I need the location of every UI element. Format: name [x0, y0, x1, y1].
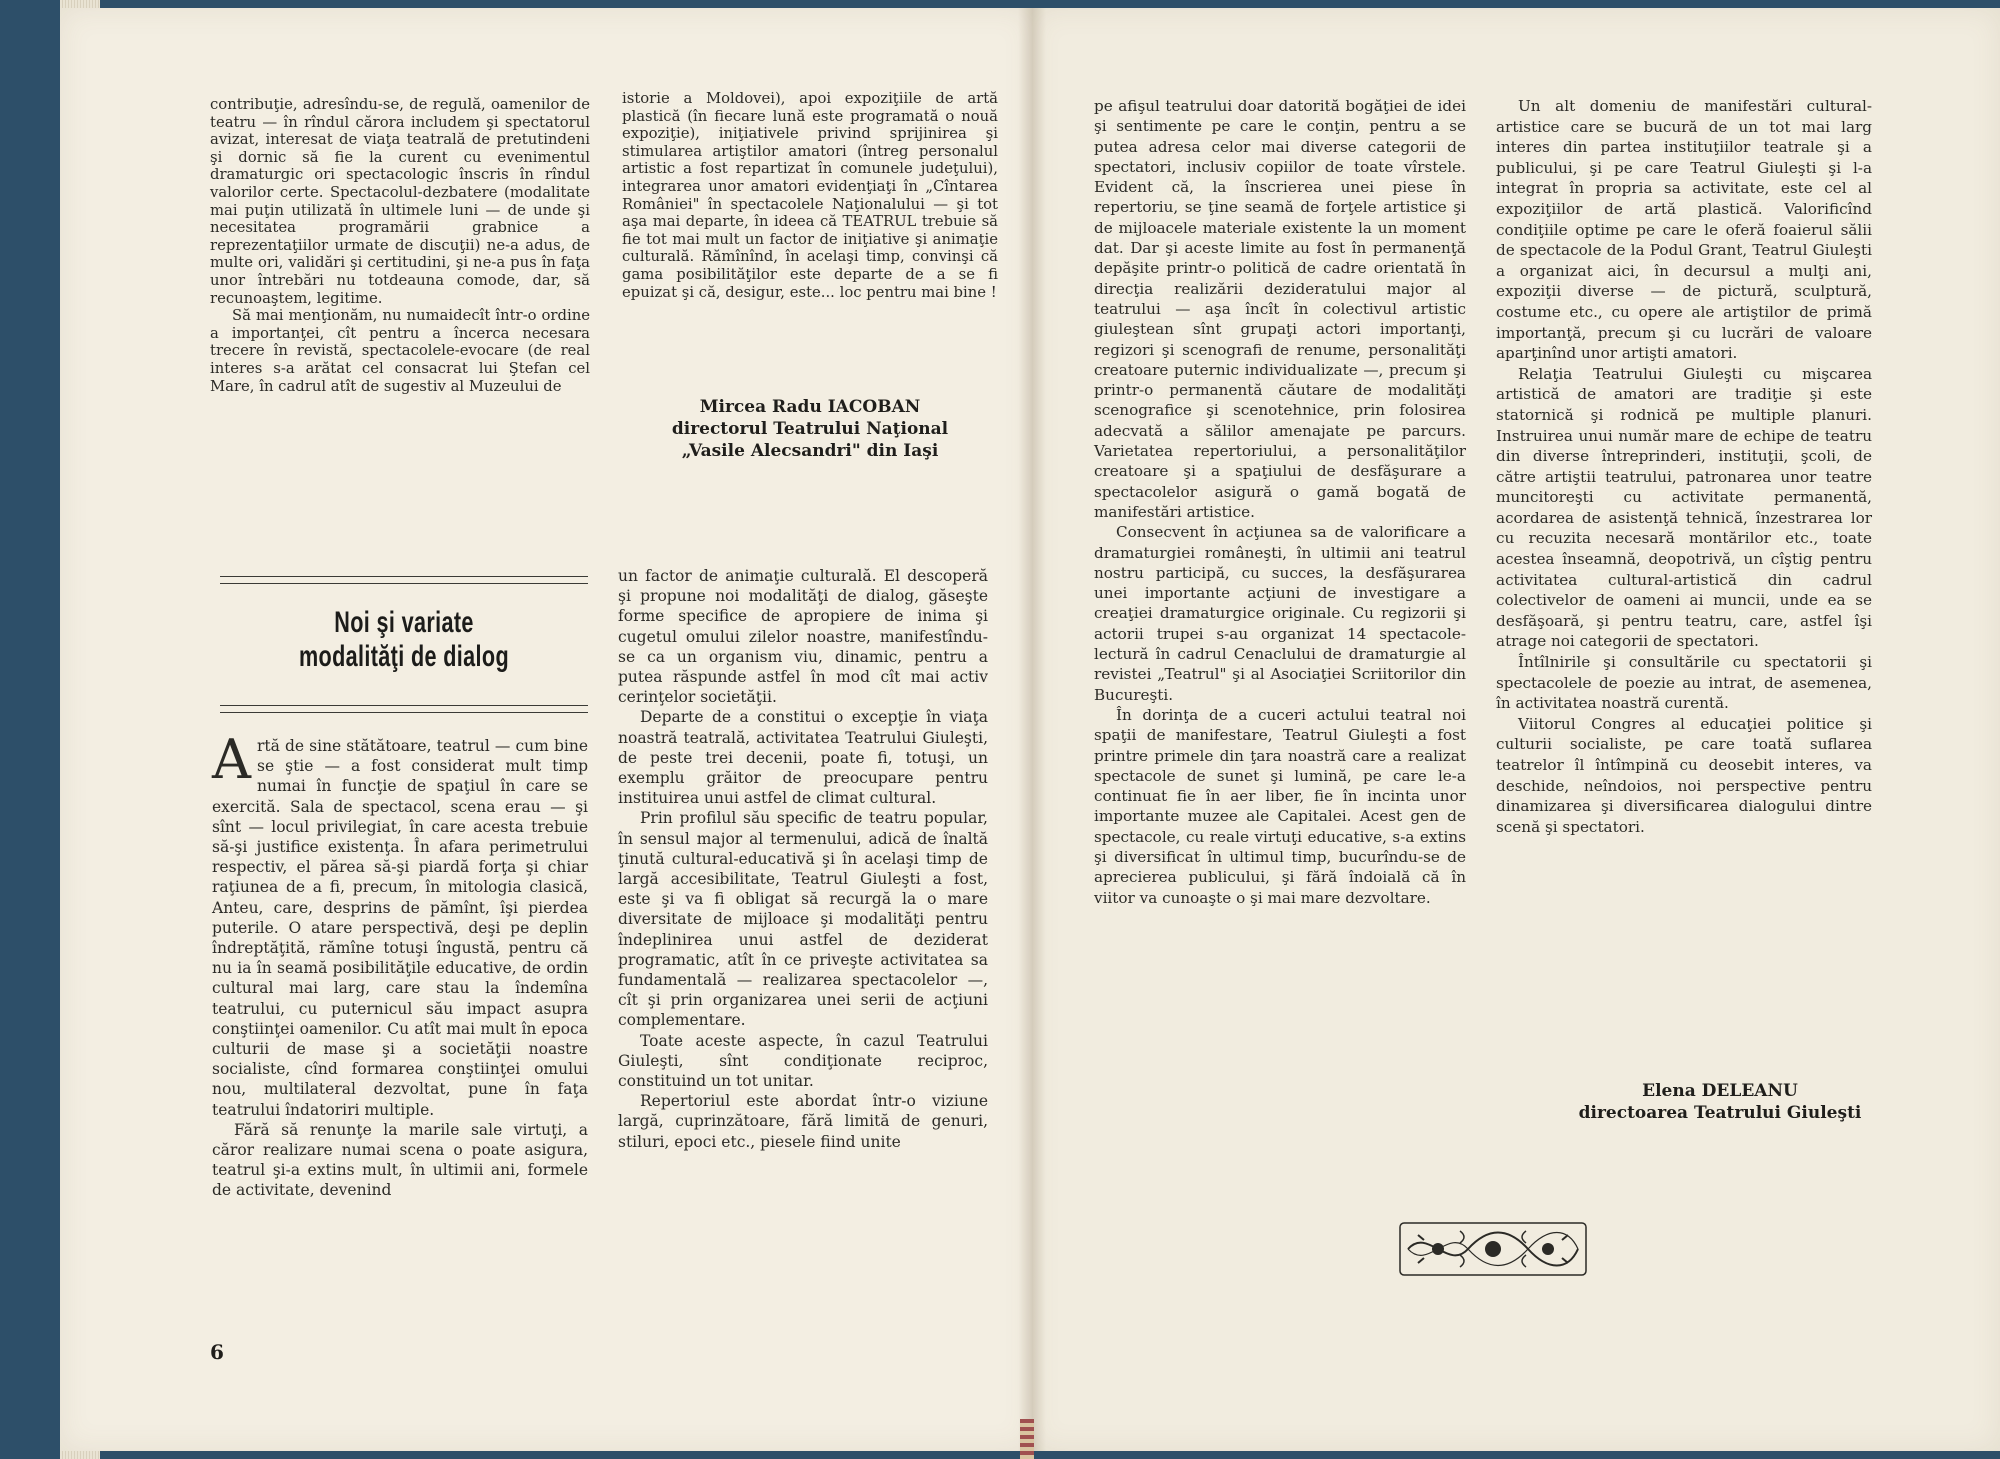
- left-col2-top: [622, 90, 998, 301]
- paragraph: Repertoriul este abordat într-o viziune largă, cuprinzătoare, fără limită de genuri, stiluri, epoci etc., piesele fiind unite: [618, 1092, 988, 1151]
- signature-name: Mircea Radu IACOBAN: [699, 397, 921, 417]
- paragraph-text: rtă de sine stătătoare, teatrul — cum bine se ştie — a fost considerat mult timp numai în funcţie de spaţiul în care se exercită. Sala de spectacol, scena erau — şi sînt — locul privilegiat, în care acesta trebuie să-şi justifice existenţa. În afara perimetrului respectiv, el părea să-şi piardă forţa şi chiar raţiunea de a fi, precum, în mitologia clasică, Anteu, care, desprins de pămînt, îşi pierdea puterile. O atare perspectivă, deşi pe deplin îndreptăţită, rămîne totuşi îngustă, pentru că nu ia în seamă posibilităţile educative, de ordin cultural mai larg, care stau la îndemîna teatrului, cu puternicul său impact asupra conştiinţei oamenilor. Cu atît mai mult în epoca culturii de mase şi a societăţii noastre socialiste, cînd formarea conştiinţei omului nou, multilateral dezvoltat, pune în faţa teatrului îndatoriri multiple.: [212, 737, 588, 1119]
- drop-cap: A: [212, 728, 251, 791]
- paragraph: Un alt domeniu de manifestări cultural-artistice care se bucură de un tot mai larg interes din partea instituţiilor teatrale şi a publicului, şi pe care Teatrul Giuleşti şi l-a integrat în propria sa activitate, este cel al expoziţiilor de artă plastică. Valorificînd condiţiile optime pe care le oferă foaierul sălii de spectacole de la Podul Grant, Teatrul Giuleşti a organizat aici, în decursul a mulţi ani, expoziţii diverse — de pictură, sculptură, costume etc., cu opere ale artiştilor de primă importanţă, precum şi cu lucrări de valoare aparţinînd unor artişti amatori.: [1496, 97, 1872, 363]
- book-binding: [1020, 1419, 1034, 1459]
- right-col4: [1496, 96, 1872, 837]
- paragraph: În dorinţa de a cuceri actului teatral noi spaţii de manifestare, Teatrul Giuleşti a fost printre primele din ţara noastră care a realizat spectacole de sunet şi lumină, pe care le-a continuat fie în aer liber, fie în incinta unor importante muzee ale Capitalei. Acest gen de spectacole, cu reale virtuţi educative, s-a extins şi diversificat în ultimul timp, bucurîndu-se de aprecierea publicului, şi fără îndoială că în viitor va cunoaşte o şi mai mare dezvoltare.: [1094, 705, 1466, 907]
- paragraph: [212, 728, 588, 1120]
- paragraph: pe afişul teatrului doar datorită bogăţiei de idei şi sentimente pe care le conţin, pentru a se putea adresa celor mai diverse categorii de spectatori, inclusiv copiilor de toate vîrstele. Evident că, la înscrierea unei piese în repertoriu, se ţine seamă de forţele artistice şi de mijloacele materiale existente la un moment dat. Dar şi aceste limite au fost în permanenţă depăşite printr-o politică de cadre orientată în direcţia realizării dezideratului major al teatrului — aşa încît în colectivul artistic giuleştean sînt grupaţi actori importanţi, regizori şi scenografi de renume, personalităţi creatoare puternic individualizate —, precum şi printr-o permanentă căutare de modalităţi scenografice şi scenotehnice, prin folosirea adecvată a sălilor amenajate pe parcurs. Varietatea repertoriului, a personalităţilor creatoare şi a spaţiului de desfăşurare a spectacolelor asigură o gamă bogată de manifestări artistice.: [1094, 97, 1466, 521]
- paragraph: istorie a Moldovei), apoi expoziţiile de artă plastică (în fiecare lună este programată o nouă expoziţie), iniţiativele privind sprijinirea şi stimularea artiştilor amatori (întreg personalul artistic a fost repartizat în comunele judeţului), integrarea unor amatori evidenţiaţi în „Cîntarea României" în spectacolele Naţionalului — şi tot aşa mai departe, în ideea că TEATRUL trebuie să fie tot mai mult un factor de iniţiative şi animaţie culturală. Rămînînd, în acelaşi timp, convinşi că gama posibilităţilor este departe de a se fi epuizat şi că, desigur, este... loc pentru mai bine !: [622, 90, 998, 301]
- signature-title: directorul Teatrului Naţional: [671, 419, 949, 439]
- left-col1-top: [210, 96, 590, 395]
- signature-deleanu: [1560, 1080, 1880, 1124]
- signature-title: „Vasile Alecsandri" din Iaşi: [681, 441, 939, 461]
- right-col3: [1094, 96, 1466, 908]
- paragraph: Consecvent în acţiunea sa de valorificare a dramaturgiei româneşti, în ultimii ani teatrul nostru participă, cu succes, la desfăşurarea unei importante acţiuni de investigare a creaţiei dramaturgice originale. Cu regizorii şi actorii trupei s-au organizat 14 spectacole-lectură în cadrul Cenaclului de dramaturgie al revistei „Teatrul" şi al Asociaţiei Scriitorilor din Bucureşti.: [1094, 523, 1466, 704]
- signature-iacoban: [622, 396, 998, 462]
- paragraph: contribuţie, adresîndu-se, de regulă, oamenilor de teatru — în rîndul cărora includem şi spectatorul avizat, interesat de viaţa teatrală de pretutindeni şi dornic să fie la curent cu evenimentul dramaturgic ori spectacologic înscris în rîndul valorilor certe. Spectacolul-dezbatere (modalitate mai puţin utilizată în ultimele luni — de unde şi necesitatea programării grabnice a reprezentaţiilor urmate de discuţii) ne-a adus, de multe ori, validări şi certitudini, şi ne-a pus în faţa unor întrebări nu totdeauna comode, dar, să recunoaştem, legitime.: [210, 96, 590, 307]
- paragraph: Să mai menţionăm, nu numaidecît într-o ordine a importanţei, cît pentru a încerca necesara trecere în revistă, spectacolele-evocare (de real interes s-a arătat cel consacrat lui Ştefan cel Mare, în cadrul atît de sugestiv al Muzeului de: [210, 307, 590, 395]
- heading-line: Noi şi variate: [334, 606, 474, 639]
- paragraph: un factor de animaţie culturală. El descoperă şi propune noi modalităţi de dialog, găseşte forme specifice de apropiere de inima şi cugetul omului zilelor noastre, manifestîndu-se ca un organism viu, dinamic, pentru a putea răspunde astfel în mod cît mai activ cerinţelor societăţii.: [618, 567, 988, 707]
- floral-ornament-icon: [1398, 1221, 1588, 1281]
- paragraph: Fără să renunţe la marile sale virtuţi, a căror realizare numai scena o poate asigura, teatrul şi-a extins mult, în ultimii ani, formele de activitate, devenind: [212, 1120, 588, 1200]
- article-heading: [221, 606, 587, 674]
- paragraph: Prin profilul său specific de teatru popular, în sensul major al termenului, adică de înaltă ţinută cultural-educativă şi în acelaşi timp de largă accesibilitate, Teatrul Giuleşti a fost, este şi va fi obligat să recurgă la o mare diversitate de mijloace şi modalităţi pentru îndeplinirea unui astfel de deziderat programatic, atît în ce priveşte activitatea sa fundamentală — realizarea spectacolelor —, cît şi prin organizarea unei serii de acţiuni complementare.: [618, 809, 988, 1030]
- left-col2-bottom: [618, 566, 988, 1152]
- left-col1-bottom: [212, 728, 588, 1201]
- signature-title: directoarea Teatrului Giuleşti: [1578, 1103, 1862, 1123]
- paragraph: Relaţia Teatrului Giuleşti cu mişcarea artistică de amatori are tradiţie şi este statornică şi rodnică pe multiple planuri. Instruirea unui număr mare de echipe de teatru din diverse întreprinderi, instituţii, şcoli, de către artiştii teatrului, patronarea unor teatre muncitoreşti cu activitate permanentă, acordarea de asistenţă tehnică, înzestrarea lor cu recuzita necesară montărilor etc., toate acestea înseamnă, deopotrivă, un cîştig pentru activitatea cultural-artistică din cadrul colectivelor de oameni ai muncii, unde ea se desfăşoară, şi pentru teatru, care, astfel îşi atrage noi categorii de spectatori.: [1496, 364, 1872, 651]
- paragraph: Departe de a constitui o excepţie în viaţa noastră teatrală, activitatea Teatrului Giuleşti, de peste trei decenii, poate fi, totuşi, un exemplu grăitor de preocupare pentru instituirea unui astfel de climat cultural.: [618, 708, 988, 808]
- signature-name: Elena DELEANU: [1642, 1081, 1798, 1101]
- heading-rule-bottom: [220, 705, 588, 713]
- page-number: 6: [210, 1340, 224, 1364]
- heading-line: modalităţi de dialog: [298, 640, 510, 673]
- paragraph: Toate aceste aspecte, în cazul Teatrului Giuleşti, sînt condiţionate reciproc, constituind un tot unitar.: [618, 1031, 988, 1091]
- heading-rule-top: [220, 576, 588, 584]
- paragraph: Întîlnirile şi consultările cu spectatorii şi spectacolele de poezie au intrat, de asemenea, în activitatea noastră curentă.: [1496, 653, 1872, 713]
- book-gutter: [1018, 8, 1046, 1451]
- paragraph: Viitorul Congres al educaţiei politice şi culturii socialiste, pe care toată suflarea teatrelor îl întîmpină cu deosebit interes, va deschide, neîndoios, noi perspective pentru dinamizarea şi diversificarea dialogului dintre scenă şi spectatori.: [1496, 714, 1872, 836]
